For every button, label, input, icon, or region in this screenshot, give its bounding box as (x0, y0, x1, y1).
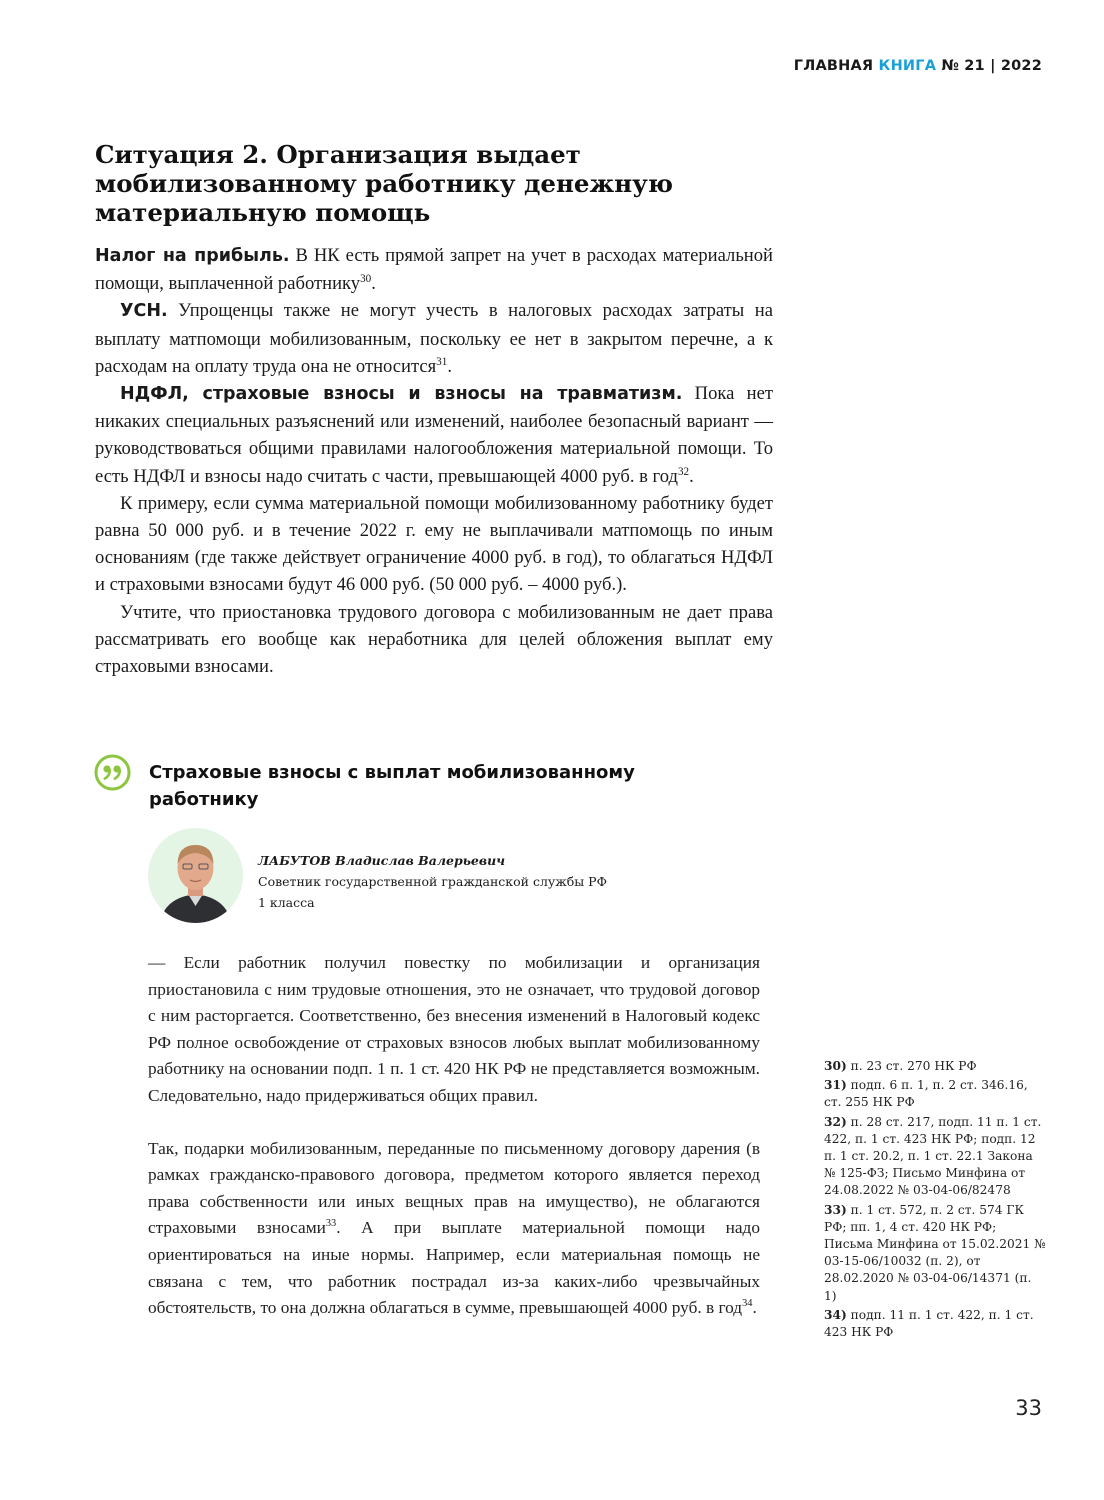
section-heading: Ситуация 2. Организация выдает мобилизованному работнику денежную материальную помощь (95, 140, 673, 227)
footnote-ref: 34 (742, 1298, 753, 1310)
quote-paragraph-1: — Если работник получил повестку по мобилизации и организация приостановила с ним трудовые отношения, это не означает, что трудовой договор с ним расторгается. Соответственно, без внесения изменений в Налоговый кодекс РФ полное освобождение от страховых взносов любых выплат мобилизованному работнику на основании подп. 1 п. 1 ст. 420 НК РФ не представляется возможным. Следовательно, надо придерживаться общих правил. (148, 953, 760, 1105)
paragraph-lead: НДФЛ, страховые взносы и взносы на травматизм. (120, 384, 683, 405)
header-title-accent: КНИГА (878, 58, 937, 74)
quote-text: Так, подарки мобилизованным, переданные по письменному договору дарения (в рамках гражданско-правового договора, предметом которого является переход права собственности или иных вещных прав на имущество), не облагаются страховыми взносами (148, 1138, 760, 1238)
paragraph-tail: . (371, 273, 376, 295)
footnote-number: 34) (824, 1307, 847, 1322)
quote-title: Страховые взносы с выплат мобилизованному работнику (149, 762, 635, 810)
paragraph-example: К примеру, если сумма материальной помощи мобилизованному работнику будет равна 50 000 руб. и в течение 2022 г. ему не выплачивали матпомощь по иным основаниям (где также действует ограничение 4000 руб. в год), то облагаться НДФЛ и страховыми взносами будут 46 000 руб. (50 000 руб. – 4000 руб.). (95, 492, 773, 596)
paragraph-text: Пока нет никаких специальных разъяснений или изменений, наиболее безопасный вариант — руководствоваться общими правилами налогообложения материальной помощи. То есть НДФЛ и взносы надо считать с части, превышающей 4000 руб. в год (95, 383, 773, 487)
footnote-ref: 30 (360, 273, 372, 286)
footnotes (824, 1058, 1046, 1343)
author-photo (148, 828, 243, 923)
footnote-number: 33) (824, 1202, 847, 1217)
footnote-ref: 32 (677, 465, 690, 478)
quote-body (148, 950, 760, 1322)
footnote-ref: 31 (436, 355, 448, 368)
author-role-class: 1 класса (258, 895, 315, 910)
main-text (95, 242, 773, 680)
paragraph-note: Учтите, что приостановка трудового договора с мобилизованным не дает права рассматривать его вообще как неработника для целей обложения выплат ему страховыми взносами. (95, 601, 773, 678)
footnote-text: п. 1 ст. 572, п. 2 ст. 574 ГК РФ; пп. 1, 4 ст. 420 НК РФ; Письма Минфина от 15.02.2021 № 03-15-06/10032 (п. 2), от 28.02.2020 № 03-04-06/14371 (п. 1) (824, 1202, 1046, 1303)
author-name: ЛАБУТОВ Владислав Валерьевич (258, 853, 506, 868)
header-title: ГЛАВНАЯ (793, 58, 879, 74)
footnote-ref: 33 (325, 1218, 337, 1230)
paragraph-usn (95, 297, 773, 380)
header-issue: № 21 | 2022 (936, 58, 1042, 74)
paragraph-ndfl (95, 380, 773, 490)
author-role: Советник государственной гражданской службы РФ (258, 874, 607, 889)
paragraph-text: Упрощенцы также не могут учесть в налоговых расходах затраты на выплату матпомощи мобилизованным, поскольку ее нет в закрытом перечне, а к расходам на оплату труда она не относится (95, 300, 773, 377)
running-header (794, 58, 1042, 74)
footnote (824, 1202, 1046, 1305)
quote-text: . А при выплате материальной помощи надо ориентироваться на иные нормы. Например, если материальная помощь не связана с тем, что работник пострадал из-за каких-либо чрезвычайных обстоятельств, то она должна облагаться в сумме, превышающей 4000 руб. в год (148, 1218, 760, 1318)
quote-paragraph-2 (148, 1136, 760, 1322)
paragraph-lead: УСН. (120, 301, 168, 322)
footnote-text: п. 28 ст. 217, подп. 11 п. 1 ст. 422, п. 1 ст. 423 НК РФ; подп. 12 п. 1 ст. 20.2, п. 1 ст. 22.1 Закона № 125-ФЗ; Письмо Минфина от 24.08.2022 № 03-04-06/82478 (824, 1114, 1042, 1198)
paragraph-text: В НК есть прямой запрет на учет в расходах материальной помощи, выплаченной работнику (95, 245, 773, 295)
footnote (824, 1077, 1046, 1111)
paragraph-tail: . (689, 465, 694, 487)
footnote-text: подп. 11 п. 1 ст. 422, п. 1 ст. 423 НК РФ (824, 1307, 1034, 1340)
footnote-text: подп. 6 п. 1, п. 2 ст. 346.16, ст. 255 НК РФ (824, 1078, 1028, 1110)
footnote-number: 32) (824, 1114, 847, 1129)
footnote (824, 1114, 1046, 1200)
page-number: 33 (1015, 1396, 1042, 1420)
paragraph-profit-tax (95, 242, 773, 297)
footnote-number: 30) (824, 1059, 847, 1073)
footnote (824, 1058, 1046, 1075)
quote-icon (94, 754, 131, 791)
person-silhouette-icon (148, 828, 243, 923)
paragraph-lead: Налог на прибыль. (95, 246, 290, 266)
footnote-number: 31) (824, 1078, 847, 1093)
footnote-text: п. 23 ст. 270 НК РФ (846, 1059, 977, 1073)
quote-tail: . (752, 1298, 757, 1318)
paragraph-tail: . (447, 355, 452, 377)
author-info (258, 850, 658, 913)
footnote (824, 1307, 1046, 1341)
